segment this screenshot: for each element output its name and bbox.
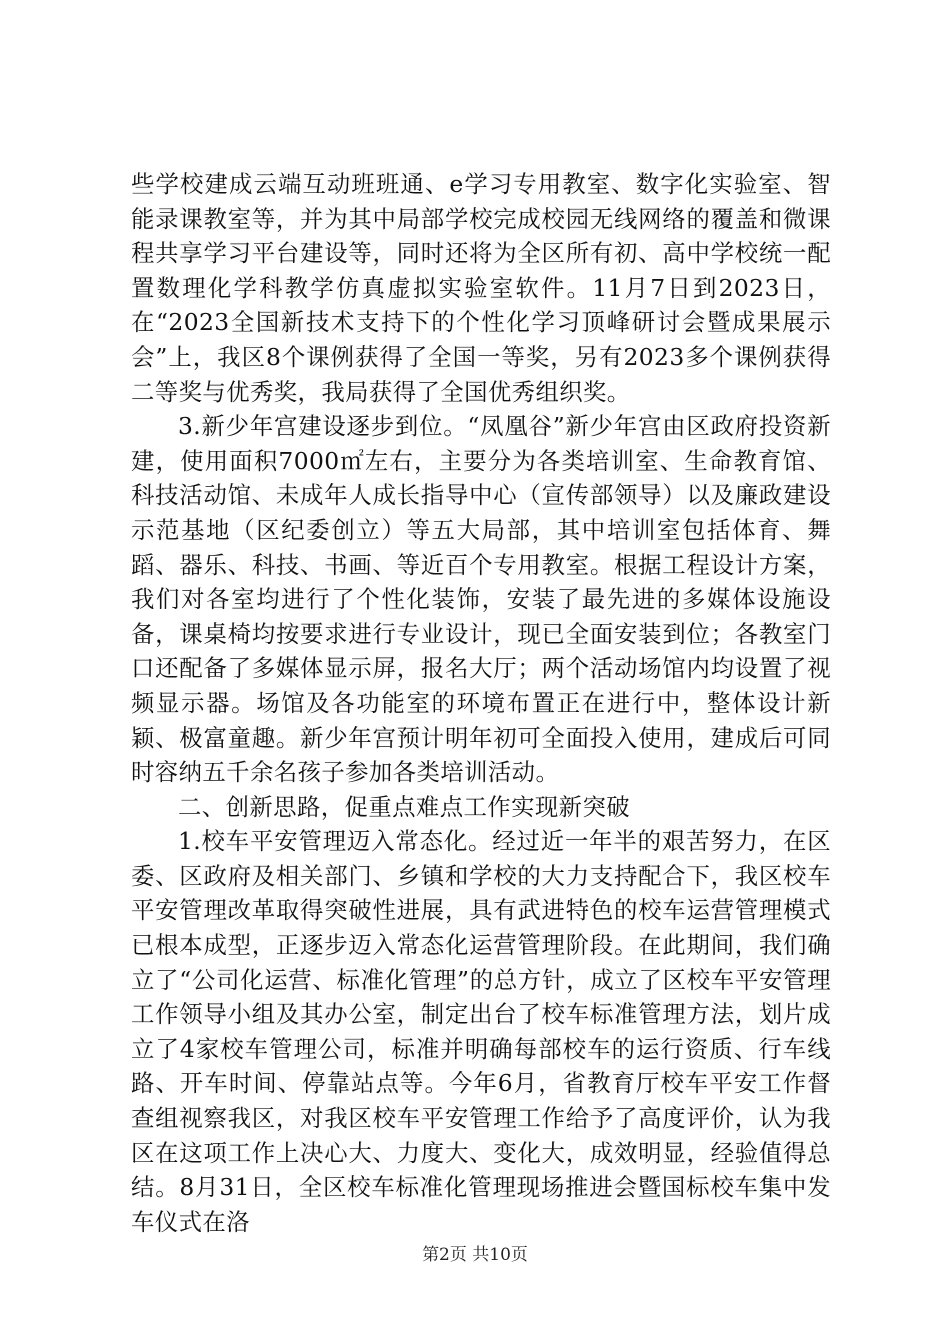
- section-heading: 二、创新思路，促重点难点工作实现新突破: [178, 792, 631, 821]
- document-body: [131, 167, 831, 1239]
- paragraph-youth-palace: 3.新少年宫建设逐步到位。“凤凰谷”新少年宫由区政府投资新建，使用面积7000㎡左右，主要分为各类培训室、生命教育馆、科技活动馆、未成年人成长指导中心（宣传部领导）以及廉政建设示范基地（区纪委创立）等五大局部，其中培训室包括体育、舞蹈、器乐、科技、书画、等近百个专用教室。根据工程设计方案，我们对各室均进行了个性化装饰，安装了最先进的多媒体设施设备，课桌椅均按要求进行专业设计，现已全面安装到位；各教室门口还配备了多媒体显示屏，报名大厅；两个活动场馆内均设置了视频显示器。场馆及各功能室的环境布置正在进行中，整体设计新颖、极富童趣。新少年宫预计明年初可全面投入使用，建成后可同时容纳五千余名孩子参加各类培训活动。: [131, 412, 831, 787]
- page-number-footer: 第2页 共10页: [422, 1245, 528, 1265]
- paragraph-school-bus: 1.校车平安管理迈入常态化。经过近一年半的艰苦努力，在区委、区政府及相关部门、乡镇和学校的大力支持配合下，我区校车平安管理改革取得突破性进展，具有武进特色的校车运营管理模式已根本成型，正逐步迈入常态化运营管理阶段。在此期间，我们确立了“公司化运营、标准化管理”的总方针，成立了区校车平安管理工作领导小组及其办公室，制定出台了校车标准管理方法，划片成立了4家校车管理公司，标准并明确每部校车的运行资质、行车线路、开车时间、停靠站点等。今年6月，省教育厅校车平安工作督查组视察我区，对我区校车平安管理工作给予了高度评价，认为我区在这项工作上决心大、力度大、变化大，成效明显，经验值得总结。8月31日，全区校车标准化管理现场推进会暨国标校车集中发车仪式在洛: [131, 827, 831, 1236]
- paragraph-continuation: 些学校建成云端互动班班通、e学习专用教室、数字化实验室、智能录课教室等，并为其中局部学校完成校园无线网络的覆盖和微课程共享学习平台建设等，同时还将为全区所有初、高中学校统一配置数理化学科教学仿真虚拟实验室软件。11月7日到2023日，在“2023全国新技术支持下的个性化学习顶峰研讨会暨成果展示会”上，我区8个课例获得了全国一等奖，另有2023多个课例获得二等奖与优秀奖，我局获得了全国优秀组织奖。: [131, 170, 831, 406]
